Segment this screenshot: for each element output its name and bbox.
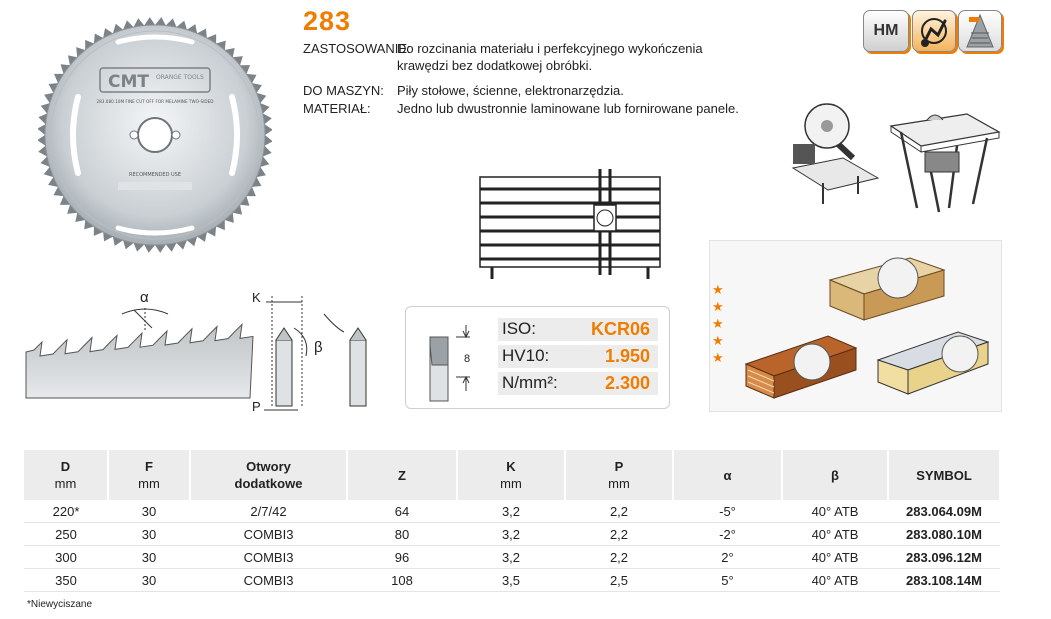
col-title-2: dodatkowe xyxy=(234,476,303,491)
miter-saw-image xyxy=(783,98,883,210)
col-unit: mm xyxy=(608,476,630,491)
rating-star-icon: ★ xyxy=(712,333,724,348)
table-cell: 2° xyxy=(673,546,782,569)
col-k xyxy=(457,450,565,500)
table-cell: 3,2 xyxy=(457,523,565,546)
col-title: F xyxy=(145,459,153,474)
col-beta xyxy=(782,450,888,500)
table-cell: 2,2 xyxy=(565,546,673,569)
table-cell: 2,2 xyxy=(565,500,673,523)
blade-brand: CMT xyxy=(108,72,149,92)
table-cell: 283.064.09M xyxy=(888,500,1000,523)
table-cell: COMBI3 xyxy=(190,546,347,569)
tip-height-label: 8 xyxy=(464,353,471,365)
spec-table xyxy=(24,450,1001,592)
blade-brand-sub: ORANGE TOOLS xyxy=(156,74,204,81)
spec-value-machines: Piły stołowe, ścienne, elektronarzędzia. xyxy=(397,83,624,98)
table-cell: 2/7/42 xyxy=(190,500,347,523)
table-cell: 283.096.12M xyxy=(888,546,1000,569)
rating-star-icon: ★ xyxy=(712,316,724,331)
spec-label-application: ZASTOSOWANIE: xyxy=(303,41,411,56)
hm-label: HM xyxy=(873,22,899,39)
prop-value: 1.950 xyxy=(604,346,650,366)
table-cell: 283.080.10M xyxy=(888,523,1000,546)
col-unit: mm xyxy=(500,476,522,491)
col-title: Z xyxy=(398,467,406,483)
cmt-blade-icon xyxy=(958,10,1002,52)
saw-blade-image xyxy=(38,2,272,272)
table-cell: 220* xyxy=(24,500,108,523)
tooth-profile-diagram xyxy=(22,288,254,408)
rating-star-icon: ★ xyxy=(712,299,724,314)
hm-badge xyxy=(863,10,909,52)
table-cell: 283.108.14M xyxy=(888,569,1000,592)
blade-recommended: RECOMMENDED USE xyxy=(128,172,182,178)
blade-line: 283.080.10M FINE CUT OFF FOR MELAMINE TWO-SIDED xyxy=(96,99,214,104)
table-cell: 30 xyxy=(108,500,190,523)
spec-value-material: Jedno lub dwustronnie laminowane lub fornirowane panele. xyxy=(397,101,739,116)
table-cell: 96 xyxy=(347,546,457,569)
col-title: Otwory xyxy=(246,459,291,474)
k-label: K xyxy=(252,290,261,305)
col-title: α xyxy=(723,467,732,483)
table-cell: 40° ATB xyxy=(782,546,888,569)
footnote: *Niewyciszane xyxy=(27,599,93,610)
prop-row-nmm2 xyxy=(498,372,658,395)
table-cell: COMBI3 xyxy=(190,523,347,546)
alpha-label: α xyxy=(140,289,149,306)
col-holes xyxy=(190,450,347,500)
material-properties-box xyxy=(405,306,670,409)
prop-label: ISO: xyxy=(502,319,537,338)
table-row xyxy=(24,569,1000,592)
beta-label: β xyxy=(314,339,323,356)
materials-illustration xyxy=(738,244,1000,410)
table-saw-image xyxy=(887,108,1002,214)
table-cell: 108 xyxy=(347,569,457,592)
table-cell: 30 xyxy=(108,523,190,546)
col-unit: mm xyxy=(138,476,160,491)
spec-label-material: MATERIAŁ: xyxy=(303,101,371,116)
rating-star-icon: ★ xyxy=(712,350,724,365)
table-cell: -5° xyxy=(673,500,782,523)
col-title: K xyxy=(506,459,516,474)
p-label: P xyxy=(252,399,261,414)
col-symbol xyxy=(888,450,1000,500)
carbide-tip-diagram xyxy=(420,315,480,403)
col-title: P xyxy=(614,459,624,474)
col-d xyxy=(24,450,108,500)
table-cell: 40° ATB xyxy=(782,569,888,592)
table-row xyxy=(24,546,1000,569)
col-title: D xyxy=(60,459,71,474)
rating-star-icon: ★ xyxy=(712,282,724,297)
prop-value: KCR06 xyxy=(590,319,650,339)
table-row xyxy=(24,500,1000,523)
hand-feed-icon xyxy=(912,10,956,52)
col-f xyxy=(108,450,190,500)
bevel-angle-diagram xyxy=(250,288,375,418)
table-cell: 30 xyxy=(108,546,190,569)
table-cell: 2,5 xyxy=(565,569,673,592)
table-cell: 300 xyxy=(24,546,108,569)
col-z xyxy=(347,450,457,500)
table-cell: COMBI3 xyxy=(190,569,347,592)
table-row xyxy=(24,523,1000,546)
table-header-row xyxy=(24,450,1000,500)
table-cell: 30 xyxy=(108,569,190,592)
table-cell: 3,5 xyxy=(457,569,565,592)
table-cell: 250 xyxy=(24,523,108,546)
table-cell: 3,2 xyxy=(457,546,565,569)
table-cell: 40° ATB xyxy=(782,523,888,546)
table-cell: 350 xyxy=(24,569,108,592)
col-alpha xyxy=(673,450,782,500)
prop-value: 2.300 xyxy=(604,373,650,393)
col-title: β xyxy=(831,467,839,483)
table-cell: 80 xyxy=(347,523,457,546)
col-title: SYMBOL xyxy=(916,467,972,483)
spec-label-machines: DO MASZYN: xyxy=(303,83,384,98)
table-cell: 5° xyxy=(673,569,782,592)
spec-value-application: Do rozcinania materiału i perfekcyjnego wykończenia krawędzi bez dodatkowej obróbki. xyxy=(397,41,703,73)
prop-row-iso xyxy=(498,318,658,341)
prop-label: HV10: xyxy=(502,346,550,365)
product-code: 283 xyxy=(303,6,352,36)
table-cell: 40° ATB xyxy=(782,500,888,523)
col-p xyxy=(565,450,673,500)
table-cell: 2,2 xyxy=(565,523,673,546)
prop-row-hv10 xyxy=(498,345,658,368)
prop-label: N/mm²: xyxy=(502,373,558,392)
table-cell: -2° xyxy=(673,523,782,546)
panel-saw-image xyxy=(472,165,667,283)
col-unit: mm xyxy=(54,476,77,491)
table-cell: 3,2 xyxy=(457,500,565,523)
table-cell: 64 xyxy=(347,500,457,523)
